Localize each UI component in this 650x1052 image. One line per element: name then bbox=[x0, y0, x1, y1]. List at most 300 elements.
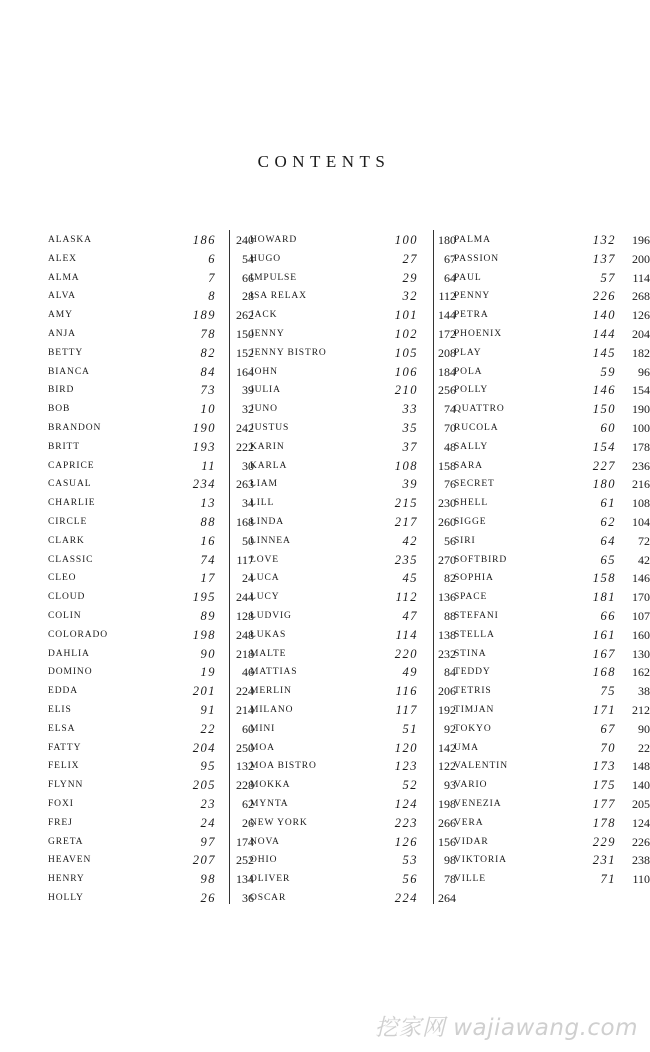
entry-name: JENNY BISTRO bbox=[250, 347, 327, 358]
contents-entry bbox=[454, 851, 650, 870]
contents-entry bbox=[250, 607, 456, 626]
contents-entry bbox=[250, 513, 456, 532]
entry-page-secondary: 50 bbox=[242, 533, 254, 548]
entry-page-secondary: 262 bbox=[236, 308, 254, 323]
entry-name: COLIN bbox=[48, 610, 82, 621]
entry-name: ANJA bbox=[48, 328, 76, 339]
entry-page-secondary: 82 bbox=[444, 571, 456, 586]
entry-page-secondary: 208 bbox=[438, 345, 456, 360]
contents-entry bbox=[454, 795, 650, 814]
entry-name: MOA BISTRO bbox=[250, 761, 317, 772]
entry-page-secondary: 138 bbox=[438, 627, 456, 642]
entry-page-primary: 29 bbox=[402, 270, 418, 285]
entry-page-primary: 102 bbox=[394, 326, 418, 341]
entry-page-secondary: 122 bbox=[438, 759, 456, 774]
entry-page-primary: 180 bbox=[592, 477, 616, 492]
entry-page-secondary: 222 bbox=[236, 439, 254, 454]
entry-page-primary: 45 bbox=[402, 571, 418, 586]
contents-entry bbox=[250, 306, 456, 325]
entry-page-secondary: 28 bbox=[242, 289, 254, 304]
entry-page-secondary: 242 bbox=[236, 420, 254, 435]
entry-name: HEAVEN bbox=[48, 855, 92, 866]
contents-entry bbox=[48, 457, 254, 476]
entry-page-secondary: 252 bbox=[236, 853, 254, 868]
entry-name: NEW YORK bbox=[250, 817, 308, 828]
contents-entry bbox=[454, 494, 650, 513]
entry-name: JUSTUS bbox=[250, 422, 290, 433]
entry-page-secondary: 248 bbox=[236, 627, 254, 642]
entry-page-secondary: 130 bbox=[632, 646, 650, 661]
entry-page-secondary: 204 bbox=[632, 326, 650, 341]
contents-entry bbox=[454, 250, 650, 269]
contents-entry bbox=[250, 419, 456, 438]
entry-page-secondary: 108 bbox=[632, 496, 650, 511]
contents-entry bbox=[48, 269, 254, 288]
entry-name: PHOENIX bbox=[454, 328, 502, 339]
contents-entry bbox=[454, 363, 650, 382]
entry-name: PENNY bbox=[454, 291, 491, 302]
contents-entry bbox=[250, 363, 456, 382]
entry-name: LUDVIG bbox=[250, 610, 292, 621]
contents-entry bbox=[48, 645, 254, 664]
entry-page-secondary: 218 bbox=[236, 646, 254, 661]
entry-name: TIMJAN bbox=[454, 704, 495, 715]
contents-entry bbox=[454, 532, 650, 551]
entry-name: CLEO bbox=[48, 573, 77, 584]
entry-name: SECRET bbox=[454, 479, 495, 490]
entry-page-secondary: 84 bbox=[444, 665, 456, 680]
entry-page-primary: 205 bbox=[192, 778, 216, 793]
entry-page-primary: 195 bbox=[192, 590, 216, 605]
contents-entry bbox=[48, 569, 254, 588]
entry-page-secondary: 30 bbox=[242, 458, 254, 473]
entry-name: HOWARD bbox=[250, 235, 298, 245]
entry-page-secondary: 107 bbox=[632, 608, 650, 623]
contents-entry bbox=[48, 494, 254, 513]
entry-page-secondary: 168 bbox=[236, 514, 254, 529]
contents-entry bbox=[454, 269, 650, 288]
entry-page-secondary: 76 bbox=[444, 477, 456, 492]
contents-entry bbox=[250, 381, 456, 400]
entry-page-secondary: 190 bbox=[632, 402, 650, 417]
contents-entry bbox=[454, 457, 650, 476]
entry-page-secondary: 124 bbox=[632, 815, 650, 830]
entry-page-primary: 154 bbox=[592, 439, 616, 454]
entry-page-secondary: 70 bbox=[444, 420, 456, 435]
entry-name: PALMA bbox=[454, 235, 491, 245]
contents-entry bbox=[250, 757, 456, 776]
entry-page-primary: 53 bbox=[402, 853, 418, 868]
entry-page-primary: 120 bbox=[394, 740, 418, 755]
entry-page-secondary: 32 bbox=[242, 402, 254, 417]
entry-name: DOMINO bbox=[48, 667, 93, 678]
entry-page-secondary: 250 bbox=[236, 740, 254, 755]
entry-page-primary: 178 bbox=[592, 815, 616, 830]
entry-name: CLOUD bbox=[48, 592, 86, 603]
entry-page-primary: 204 bbox=[192, 740, 216, 755]
entry-page-primary: 132 bbox=[592, 233, 616, 247]
contents-entry bbox=[48, 344, 254, 363]
entry-page-secondary: 238 bbox=[632, 853, 650, 868]
entry-page-secondary: 266 bbox=[438, 815, 456, 830]
entry-page-primary: 224 bbox=[394, 890, 418, 905]
contents-entry bbox=[48, 381, 254, 400]
entry-page-secondary: 263 bbox=[236, 477, 254, 492]
contents-entry bbox=[250, 739, 456, 758]
entry-page-secondary: 144 bbox=[438, 308, 456, 323]
entry-name: RUCOLA bbox=[454, 422, 499, 433]
contents-entry bbox=[454, 438, 650, 457]
entry-page-primary: 37 bbox=[402, 439, 418, 454]
entry-page-primary: 88 bbox=[200, 514, 216, 529]
contents-entry bbox=[48, 363, 254, 382]
contents-entry bbox=[48, 682, 254, 701]
entry-page-secondary: 152 bbox=[236, 345, 254, 360]
contents-entry bbox=[48, 851, 254, 870]
entry-page-secondary: 72 bbox=[638, 533, 650, 548]
entry-page-secondary: 240 bbox=[236, 233, 254, 247]
entry-name: SOFTBIRD bbox=[454, 554, 508, 565]
entry-name: VARIO bbox=[454, 780, 488, 791]
entry-page-primary: 126 bbox=[394, 834, 418, 849]
contents-entry bbox=[48, 870, 254, 889]
contents-entry bbox=[454, 776, 650, 795]
entry-name: VIKTORIA bbox=[454, 855, 507, 866]
entry-page-primary: 32 bbox=[402, 289, 418, 304]
contents-entry bbox=[250, 325, 456, 344]
contents-entry bbox=[48, 739, 254, 758]
entry-name: JULIA bbox=[250, 385, 281, 396]
contents-entry bbox=[454, 833, 650, 852]
contents-entry bbox=[48, 438, 254, 457]
entry-name: QUATTRO bbox=[454, 404, 505, 415]
entry-name: VERA bbox=[454, 817, 484, 828]
entry-page-primary: 84 bbox=[200, 364, 216, 379]
entry-page-secondary: 24 bbox=[242, 571, 254, 586]
entry-page-primary: 231 bbox=[592, 853, 616, 868]
entry-page-secondary: 264 bbox=[438, 890, 456, 905]
entry-page-primary: 190 bbox=[192, 420, 216, 435]
entry-page-primary: 35 bbox=[402, 420, 418, 435]
entry-page-secondary: 100 bbox=[632, 420, 650, 435]
entry-page-primary: 167 bbox=[592, 646, 616, 661]
entry-page-primary: 57 bbox=[600, 270, 616, 285]
contents-entry bbox=[250, 870, 456, 889]
entry-name: FREJ bbox=[48, 817, 73, 828]
contents-entry bbox=[250, 231, 456, 250]
contents-entry bbox=[454, 325, 650, 344]
entry-name: LUCY bbox=[250, 592, 280, 603]
entry-name: ISA RELAX bbox=[250, 291, 307, 302]
contents-entry bbox=[454, 663, 650, 682]
entry-name: STEFANI bbox=[454, 610, 499, 621]
entry-name: LOVE bbox=[250, 554, 279, 565]
entry-name: CHARLIE bbox=[48, 498, 96, 509]
contents-entry bbox=[250, 720, 456, 739]
contents-entry bbox=[48, 607, 254, 626]
entry-page-primary: 146 bbox=[592, 383, 616, 398]
entry-name: SHELL bbox=[454, 498, 489, 509]
entry-page-primary: 47 bbox=[402, 608, 418, 623]
contents-entry bbox=[48, 325, 254, 344]
entry-page-secondary: 196 bbox=[632, 233, 650, 247]
entry-page-primary: 98 bbox=[200, 872, 216, 887]
entry-name: SOPHIA bbox=[454, 573, 494, 584]
entry-page-secondary: 256 bbox=[438, 383, 456, 398]
entry-page-secondary: 212 bbox=[632, 702, 650, 717]
entry-page-primary: 22 bbox=[200, 721, 216, 736]
entry-name: SARA bbox=[454, 460, 483, 471]
entry-page-primary: 6 bbox=[208, 251, 216, 266]
entry-page-primary: 215 bbox=[394, 496, 418, 511]
entry-name: BRANDON bbox=[48, 422, 102, 433]
entry-page-secondary: 42 bbox=[638, 552, 650, 567]
entry-page-secondary: 54 bbox=[242, 251, 254, 266]
contents-entry bbox=[454, 419, 650, 438]
contents-entry bbox=[250, 851, 456, 870]
contents-entry bbox=[250, 569, 456, 588]
entry-page-secondary: 90 bbox=[638, 721, 650, 736]
entry-page-secondary: 126 bbox=[632, 308, 650, 323]
entry-page-secondary: 182 bbox=[632, 345, 650, 360]
entry-name: STINA bbox=[454, 648, 487, 659]
entry-name: TEDDY bbox=[454, 667, 491, 678]
entry-page-primary: 75 bbox=[600, 684, 616, 699]
entry-page-secondary: 230 bbox=[438, 496, 456, 511]
contents-entry bbox=[48, 419, 254, 438]
entry-page-primary: 95 bbox=[200, 759, 216, 774]
contents-entry bbox=[48, 833, 254, 852]
entry-page-primary: 64 bbox=[600, 533, 616, 548]
entry-page-secondary: 66 bbox=[242, 270, 254, 285]
entry-name: LINDA bbox=[250, 516, 285, 527]
contents-entry bbox=[454, 757, 650, 776]
entry-name: JUNO bbox=[250, 404, 278, 415]
entry-name: LUKAS bbox=[250, 629, 287, 640]
entry-page-primary: 140 bbox=[592, 308, 616, 323]
entry-page-primary: 198 bbox=[192, 627, 216, 642]
contents-entry bbox=[454, 306, 650, 325]
entry-name: MALTE bbox=[250, 648, 287, 659]
entry-name: STELLA bbox=[454, 629, 495, 640]
contents-entry bbox=[48, 701, 254, 720]
entry-page-primary: 106 bbox=[394, 364, 418, 379]
entry-page-secondary: 48 bbox=[444, 439, 456, 454]
entry-page-primary: 11 bbox=[201, 458, 216, 473]
entry-name: GRETA bbox=[48, 836, 84, 847]
contents-entry bbox=[454, 400, 650, 419]
contents-entry bbox=[454, 287, 650, 306]
entry-page-secondary: 172 bbox=[438, 326, 456, 341]
entry-name: MINI bbox=[250, 723, 276, 734]
contents-entry bbox=[250, 889, 456, 908]
entry-page-secondary: 117 bbox=[236, 552, 254, 567]
entry-name: KARLA bbox=[250, 460, 288, 471]
entry-page-secondary: 62 bbox=[242, 796, 254, 811]
entry-page-secondary: 164 bbox=[236, 364, 254, 379]
entry-page-primary: 114 bbox=[395, 627, 418, 642]
entry-page-secondary: 244 bbox=[236, 590, 254, 605]
entry-page-primary: 201 bbox=[192, 684, 216, 699]
entry-page-primary: 144 bbox=[592, 326, 616, 341]
entry-name: MOKKA bbox=[250, 780, 291, 791]
entry-name: FELIX bbox=[48, 761, 80, 772]
entry-name: FOXI bbox=[48, 798, 74, 809]
contents-entry bbox=[250, 682, 456, 701]
entry-page-primary: 220 bbox=[394, 646, 418, 661]
entry-name: DAHLIA bbox=[48, 648, 90, 659]
contents-entry bbox=[48, 720, 254, 739]
contents-entry bbox=[48, 814, 254, 833]
entry-page-primary: 61 bbox=[600, 496, 616, 511]
contents-entry bbox=[48, 757, 254, 776]
entry-name: LILL bbox=[250, 498, 275, 509]
entry-name: SIRI bbox=[454, 535, 476, 546]
entry-page-primary: 49 bbox=[402, 665, 418, 680]
entry-page-secondary: 192 bbox=[438, 702, 456, 717]
entry-page-primary: 39 bbox=[402, 477, 418, 492]
entry-name: ALASKA bbox=[48, 235, 92, 245]
entry-page-secondary: 206 bbox=[438, 684, 456, 699]
contents-entry bbox=[250, 250, 456, 269]
entry-page-primary: 70 bbox=[600, 740, 616, 755]
entry-page-primary: 168 bbox=[592, 665, 616, 680]
entry-page-primary: 193 bbox=[192, 439, 216, 454]
contents-entry bbox=[48, 889, 254, 908]
contents-entry bbox=[454, 814, 650, 833]
entry-page-primary: 137 bbox=[592, 251, 616, 266]
entry-page-secondary: 78 bbox=[444, 872, 456, 887]
entry-page-primary: 227 bbox=[592, 458, 616, 473]
entry-name: PLAY bbox=[454, 347, 482, 358]
contents-entry bbox=[250, 532, 456, 551]
entry-page-primary: 23 bbox=[200, 796, 216, 811]
contents-entry bbox=[250, 344, 456, 363]
entry-name: TOKYO bbox=[454, 723, 492, 734]
entry-page-primary: 112 bbox=[395, 590, 418, 605]
contents-entry bbox=[48, 287, 254, 306]
entry-name: CIRCLE bbox=[48, 516, 88, 527]
entry-page-secondary: 226 bbox=[632, 834, 650, 849]
entry-name: NOVA bbox=[250, 836, 280, 847]
entry-page-secondary: 98 bbox=[444, 853, 456, 868]
entry-page-primary: 10 bbox=[200, 402, 216, 417]
entry-page-secondary: 39 bbox=[242, 383, 254, 398]
contents-entry bbox=[48, 250, 254, 269]
contents-entry bbox=[250, 494, 456, 513]
contents-entry bbox=[250, 475, 456, 494]
entry-name: HUGO bbox=[250, 253, 282, 264]
contents-entry bbox=[48, 776, 254, 795]
entry-page-primary: 173 bbox=[592, 759, 616, 774]
entry-page-primary: 217 bbox=[394, 514, 418, 529]
entry-page-primary: 158 bbox=[592, 571, 616, 586]
contents-entry bbox=[454, 607, 650, 626]
entry-page-primary: 56 bbox=[402, 872, 418, 887]
entry-page-primary: 189 bbox=[192, 308, 216, 323]
contents-entry bbox=[48, 663, 254, 682]
entry-page-primary: 91 bbox=[200, 702, 216, 717]
entry-name: CASUAL bbox=[48, 479, 92, 490]
entry-name: HENRY bbox=[48, 874, 85, 885]
entry-name: ALMA bbox=[48, 272, 80, 283]
entry-name: HOLLY bbox=[48, 892, 84, 903]
entry-name: MERLIN bbox=[250, 686, 292, 697]
entry-page-primary: 97 bbox=[200, 834, 216, 849]
contents-entry bbox=[48, 532, 254, 551]
entry-page-secondary: 136 bbox=[438, 590, 456, 605]
entry-page-primary: 8 bbox=[208, 289, 216, 304]
entry-page-secondary: 162 bbox=[632, 665, 650, 680]
entry-name: MATTIAS bbox=[250, 667, 298, 678]
entry-name: UMA bbox=[454, 742, 479, 753]
entry-page-secondary: 154 bbox=[632, 383, 650, 398]
entry-page-primary: 59 bbox=[600, 364, 616, 379]
contents-entry bbox=[48, 795, 254, 814]
entry-page-primary: 33 bbox=[402, 402, 418, 417]
contents-entry bbox=[454, 626, 650, 645]
entry-page-primary: 13 bbox=[200, 496, 216, 511]
contents-entry bbox=[454, 701, 650, 720]
entry-name: CLARK bbox=[48, 535, 85, 546]
entry-page-secondary: 142 bbox=[438, 740, 456, 755]
entry-page-secondary: 232 bbox=[438, 646, 456, 661]
contents-entry bbox=[250, 645, 456, 664]
contents-entry bbox=[454, 569, 650, 588]
entry-name: JENNY bbox=[250, 328, 285, 339]
entry-page-secondary: 205 bbox=[632, 796, 650, 811]
entry-name: BOB bbox=[48, 404, 71, 415]
entry-page-primary: 150 bbox=[592, 402, 616, 417]
entry-page-primary: 82 bbox=[200, 345, 216, 360]
contents-entry bbox=[250, 795, 456, 814]
entry-page-secondary: 214 bbox=[236, 702, 254, 717]
contents-column-1 bbox=[48, 231, 254, 908]
entry-page-primary: 181 bbox=[592, 590, 616, 605]
entry-page-primary: 19 bbox=[200, 665, 216, 680]
entry-page-primary: 124 bbox=[394, 796, 418, 811]
entry-name: BRITT bbox=[48, 441, 80, 452]
entry-page-secondary: 200 bbox=[632, 251, 650, 266]
entry-page-secondary: 132 bbox=[236, 759, 254, 774]
entry-name: VILLE bbox=[454, 874, 486, 885]
entry-name: OSCAR bbox=[250, 892, 287, 903]
entry-name: VENEZIA bbox=[454, 798, 502, 809]
contents-entry bbox=[454, 551, 650, 570]
entry-name: MYNTA bbox=[250, 798, 289, 809]
entry-page-primary: 27 bbox=[402, 251, 418, 266]
entry-page-primary: 26 bbox=[200, 890, 216, 905]
entry-page-primary: 78 bbox=[200, 326, 216, 341]
entry-page-primary: 60 bbox=[600, 420, 616, 435]
entry-page-secondary: 134 bbox=[236, 872, 254, 887]
entry-name: PASSION bbox=[454, 253, 500, 264]
entry-page-secondary: 160 bbox=[632, 627, 650, 642]
entry-page-primary: 161 bbox=[592, 627, 616, 642]
entry-page-secondary: 158 bbox=[438, 458, 456, 473]
entry-page-secondary: 216 bbox=[632, 477, 650, 492]
entry-page-secondary: 140 bbox=[632, 778, 650, 793]
entry-page-primary: 229 bbox=[592, 834, 616, 849]
contents-entry bbox=[250, 400, 456, 419]
contents-entry bbox=[48, 231, 254, 250]
entry-name: JOHN bbox=[250, 366, 278, 377]
entry-page-secondary: 260 bbox=[438, 514, 456, 529]
entry-name: PAUL bbox=[454, 272, 482, 283]
entry-name: IMPULSE bbox=[250, 272, 297, 283]
contents-column-2 bbox=[250, 231, 456, 908]
entry-page-secondary: 36 bbox=[242, 890, 254, 905]
